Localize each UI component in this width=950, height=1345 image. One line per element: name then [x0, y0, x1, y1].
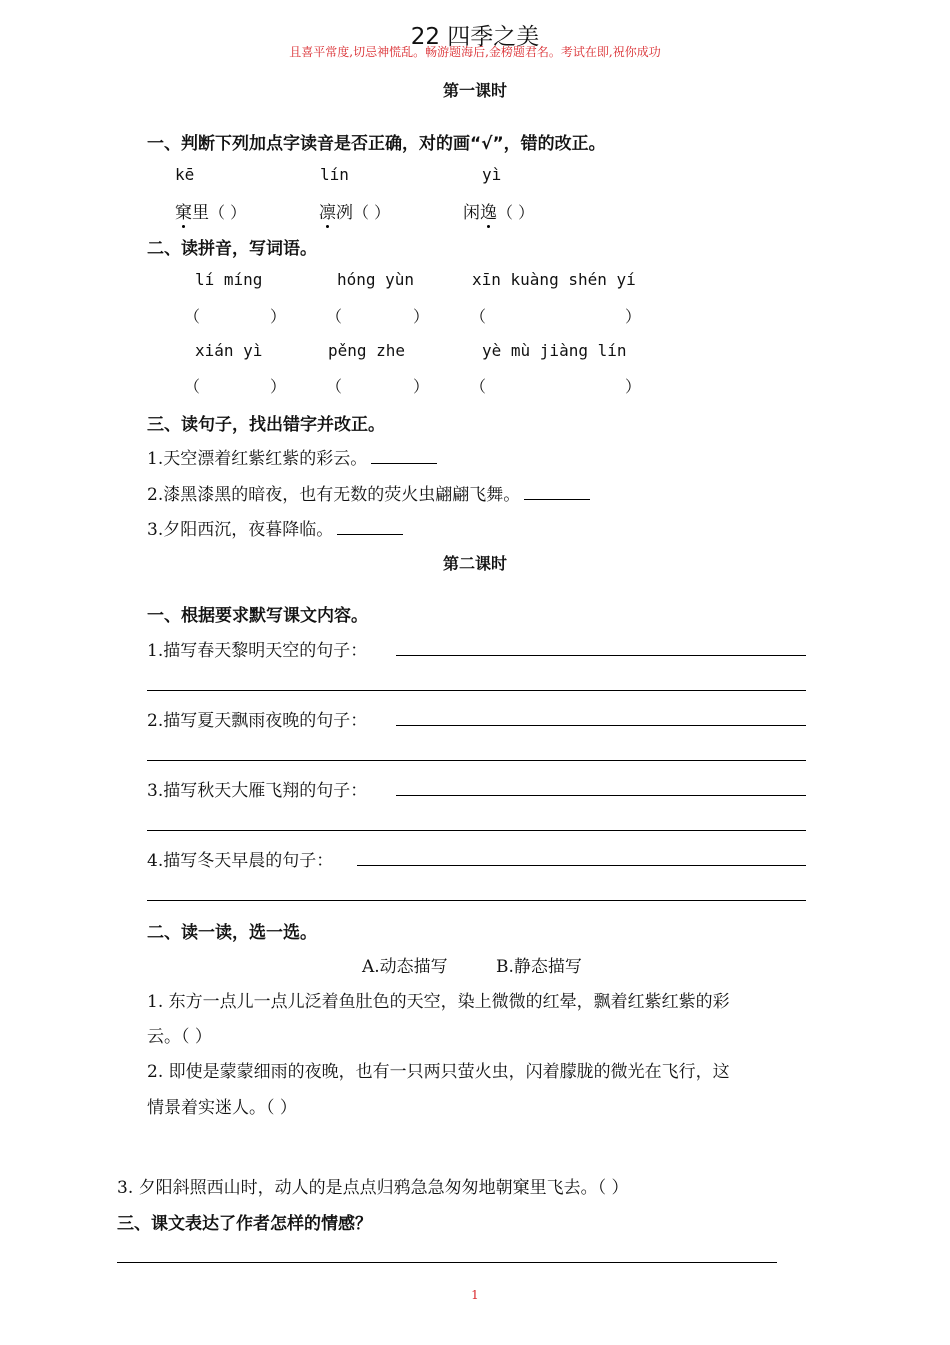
paren-close: ）: [270, 377, 287, 396]
page-number: 1: [471, 1288, 479, 1302]
paren-close: ）: [270, 307, 287, 326]
l2-q2-sentence-3[interactable]: 3. 夕阳斜照西山时，动人的是点点归鸦急急匆匆地朝窠里飞去。（ ）: [117, 1178, 629, 1198]
l1-q3-item-1: [147, 444, 437, 469]
lesson1-title: 第一课时: [442, 81, 507, 100]
l1-q3-item-3: [147, 515, 403, 540]
l1-q2-pinyin-4: xián yì: [195, 341, 263, 360]
dotted-char: 凛: [319, 198, 336, 223]
l2-q2-heading: 二、读一读，选一选。: [147, 923, 317, 943]
paren-close: ）: [625, 307, 642, 326]
l1-q1-pinyin-2: lín: [320, 165, 349, 184]
answer-line[interactable]: [147, 690, 806, 691]
l1-q3-item-2: [147, 480, 590, 505]
l1-q1-word-1: [175, 198, 246, 223]
sentence-text: 3.夕阳西沉，夜暮降临。: [147, 520, 334, 540]
sentence-text: 1.天空漂着红紫红紫的彩云。: [147, 449, 368, 469]
l2-q1-prompt-2: 2.描写夏天飘雨夜晚的句子：: [147, 711, 368, 731]
answer-paren[interactable]: （ ）: [497, 203, 535, 222]
l2-q1-heading: 一、根据要求默写课文内容。: [147, 606, 368, 626]
answer-line[interactable]: [396, 655, 806, 656]
l1-q2-pinyin-2: hóng yùn: [337, 270, 415, 289]
answer-line[interactable]: [396, 795, 806, 796]
l2-q1-prompt-1: 1.描写春天黎明天空的句子：: [147, 641, 368, 661]
answer-blank[interactable]: [371, 447, 437, 464]
l1-q1-word-3: [463, 198, 534, 223]
answer-paren-5[interactable]: （: [326, 377, 343, 396]
l2-q2-sentence-1a: 1. 东方一点儿一点儿泛着鱼肚色的天空，染上微微的红晕，飘着红紫红紫的彩: [147, 992, 730, 1012]
l2-q2-sentence-2a: 2. 即使是蒙蒙细雨的夜晚，也有一只两只萤火虫，闪着朦胧的微光在飞行，这: [147, 1062, 730, 1082]
option-a: A.动态描写: [362, 957, 448, 977]
dotted-char: 窠: [175, 198, 192, 223]
answer-paren-4[interactable]: （: [184, 377, 201, 396]
l2-q3-heading: 三、课文表达了作者怎样的情感？: [117, 1214, 372, 1234]
page-title: 22 四季之美: [410, 24, 540, 50]
answer-line[interactable]: [147, 830, 806, 831]
option-b: B.静态描写: [496, 957, 582, 977]
paren-close: ）: [413, 377, 430, 396]
l1-q1-pinyin-1: kē: [175, 165, 195, 184]
l1-q3-heading: 三、读句子，找出错字并改正。: [147, 415, 385, 435]
l1-q2-pinyin-1: lí míng: [195, 270, 263, 289]
word-rest: 冽: [336, 203, 353, 223]
word-rest: 闲: [463, 203, 480, 223]
answer-line[interactable]: [357, 865, 806, 866]
l1-q1-pinyin-3: yì: [482, 165, 502, 184]
l1-q2-pinyin-6: yè mù jiàng lín: [482, 341, 627, 360]
motto: 且喜平常度,切忌神慌乱。畅游题海后,金榜题君名。考试在即,祝你成功: [289, 45, 661, 59]
answer-paren-3[interactable]: （: [470, 307, 487, 326]
l1-q2-heading: 二、读拼音，写词语。: [147, 239, 317, 259]
answer-paren-6[interactable]: （: [470, 377, 487, 396]
word-rest: 里: [192, 203, 209, 223]
l1-q2-pinyin-5: pěng zhe: [328, 341, 406, 360]
l2-q1-prompt-4: 4.描写冬天早晨的句子：: [147, 851, 334, 871]
lesson2-title: 第二课时: [442, 554, 507, 573]
l2-q1-prompt-3: 3.描写秋天大雁飞翔的句子：: [147, 781, 368, 801]
answer-line[interactable]: [147, 760, 806, 761]
paren-close: ）: [413, 307, 430, 326]
answer-line[interactable]: [396, 725, 806, 726]
l1-q1-heading: 一、判断下列加点字读音是否正确，对的画“√”，错的改正。: [147, 134, 606, 154]
answer-paren[interactable]: （ ）: [353, 203, 391, 222]
l1-q2-pinyin-3: xīn kuàng shén yí: [472, 270, 636, 289]
answer-line[interactable]: [147, 900, 806, 901]
answer-paren-2[interactable]: （: [326, 307, 343, 326]
answer-blank[interactable]: [524, 483, 590, 500]
answer-paren[interactable]: （ ）: [209, 203, 247, 222]
l2-q2-sentence-1b[interactable]: 云。（ ）: [147, 1027, 212, 1047]
dotted-char: 逸: [480, 198, 497, 223]
answer-paren-1[interactable]: （: [184, 307, 201, 326]
sentence-text: 2.漆黑漆黑的暗夜，也有无数的荧火虫翩翩飞舞。: [147, 485, 521, 505]
answer-blank[interactable]: [337, 518, 403, 535]
l1-q1-word-2: [319, 198, 390, 223]
paren-close: ）: [625, 377, 642, 396]
l2-q2-sentence-2b[interactable]: 情景着实迷人。（ ）: [147, 1098, 297, 1118]
answer-line[interactable]: [117, 1262, 777, 1263]
